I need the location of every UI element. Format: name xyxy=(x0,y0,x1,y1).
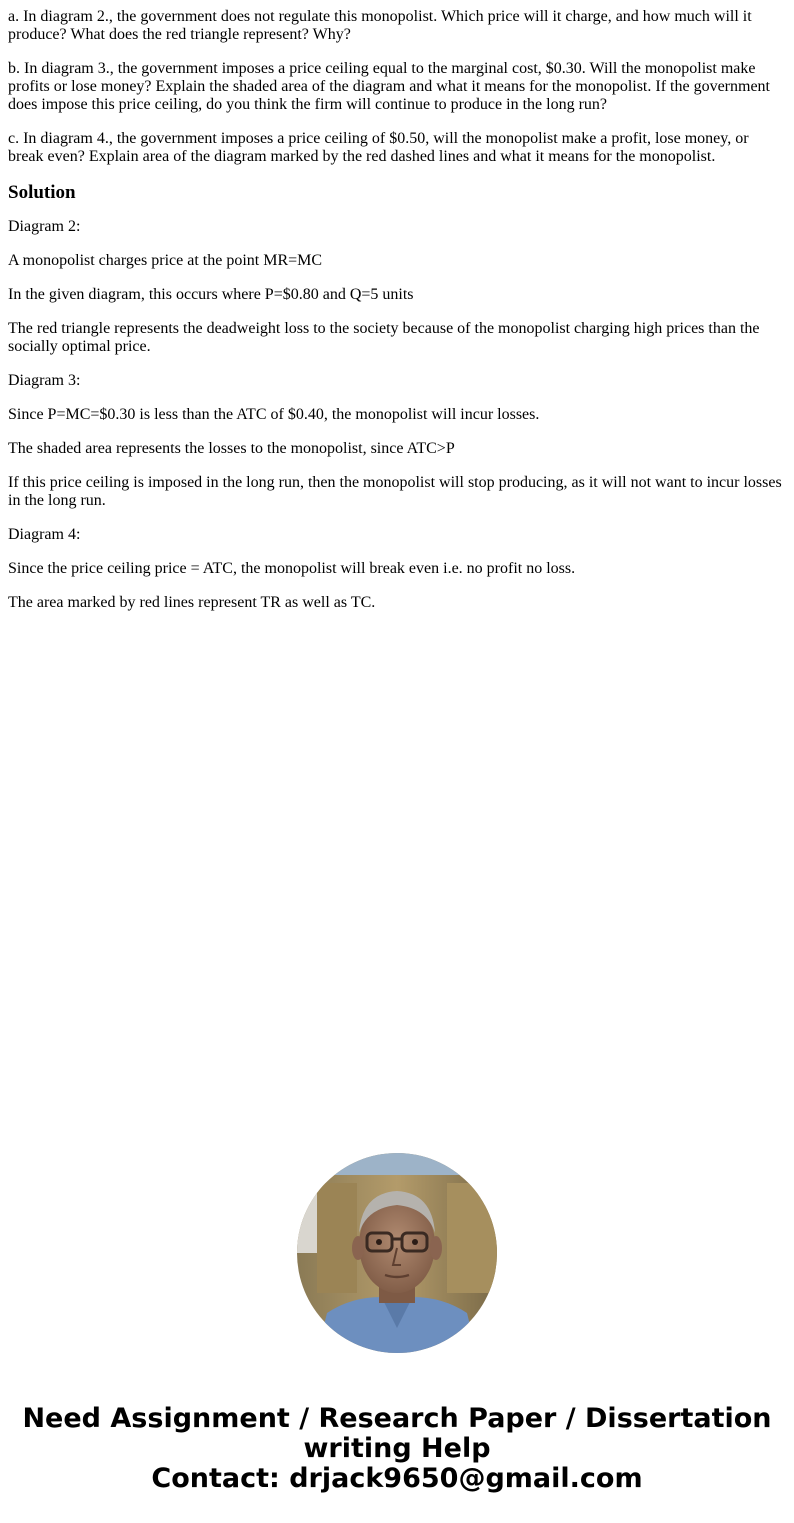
footer-contact xyxy=(0,1404,794,1494)
question-b: b. In diagram 3., the government imposes a price ceiling equal to the marginal cost, $0.30. Will the monopolist make profits or lose money? Explain the shaded area of the diagram and what it means for the monopolist. If the government does impose this price ceiling, do you think the firm will continue to produce in the long run? xyxy=(8,60,770,113)
solution-paragraph: Since P=MC=$0.30 is less than the ATC of $0.40, the monopolist will incur losses. xyxy=(8,406,540,423)
solution-paragraph: Diagram 3: xyxy=(8,372,81,389)
solution-paragraph: If this price ceiling is imposed in the long run, then the monopolist will stop producing, as it will not want to incur losses in the long run. xyxy=(8,474,782,509)
solution-paragraph: A monopolist charges price at the point MR=MC xyxy=(8,252,323,269)
footer-line: writing Help xyxy=(303,1433,491,1464)
solution-paragraph: The red triangle represents the deadweight loss to the society because of the monopolist charging high prices than the socially optimal price. xyxy=(8,320,760,355)
footer-contact-email: Contact: drjack9650@gmail.com xyxy=(151,1463,643,1494)
solution-paragraph: In the given diagram, this occurs where P=$0.80 and Q=5 units xyxy=(8,286,414,303)
solution-paragraph: Since the price ceiling price = ATC, the monopolist will break even i.e. no profit no loss. xyxy=(8,560,576,577)
solution-paragraph: The shaded area represents the losses to the monopolist, since ATC>P xyxy=(8,440,455,457)
person-portrait-icon xyxy=(297,1153,497,1353)
question-a: a. In diagram 2., the government does not regulate this monopolist. Which price will it charge, and how much will it produce? What does the red triangle represent? Why? xyxy=(8,8,752,43)
solution-paragraph: Diagram 2: xyxy=(8,218,81,235)
solution-paragraph: Diagram 4: xyxy=(8,526,81,543)
footer-line: Need Assignment / Research Paper / Dissertation xyxy=(22,1403,772,1434)
question-c: c. In diagram 4., the government imposes a price ceiling of $0.50, will the monopolist make a profit, lose money, or break even? Explain area of the diagram marked by the red dashed lines and what it means for the monopolist. xyxy=(8,130,749,165)
document-body xyxy=(8,8,786,628)
solution-paragraph: The area marked by red lines represent TR as well as TC. xyxy=(8,594,376,611)
avatar xyxy=(297,1153,497,1353)
solution-heading: Solution xyxy=(8,182,76,203)
